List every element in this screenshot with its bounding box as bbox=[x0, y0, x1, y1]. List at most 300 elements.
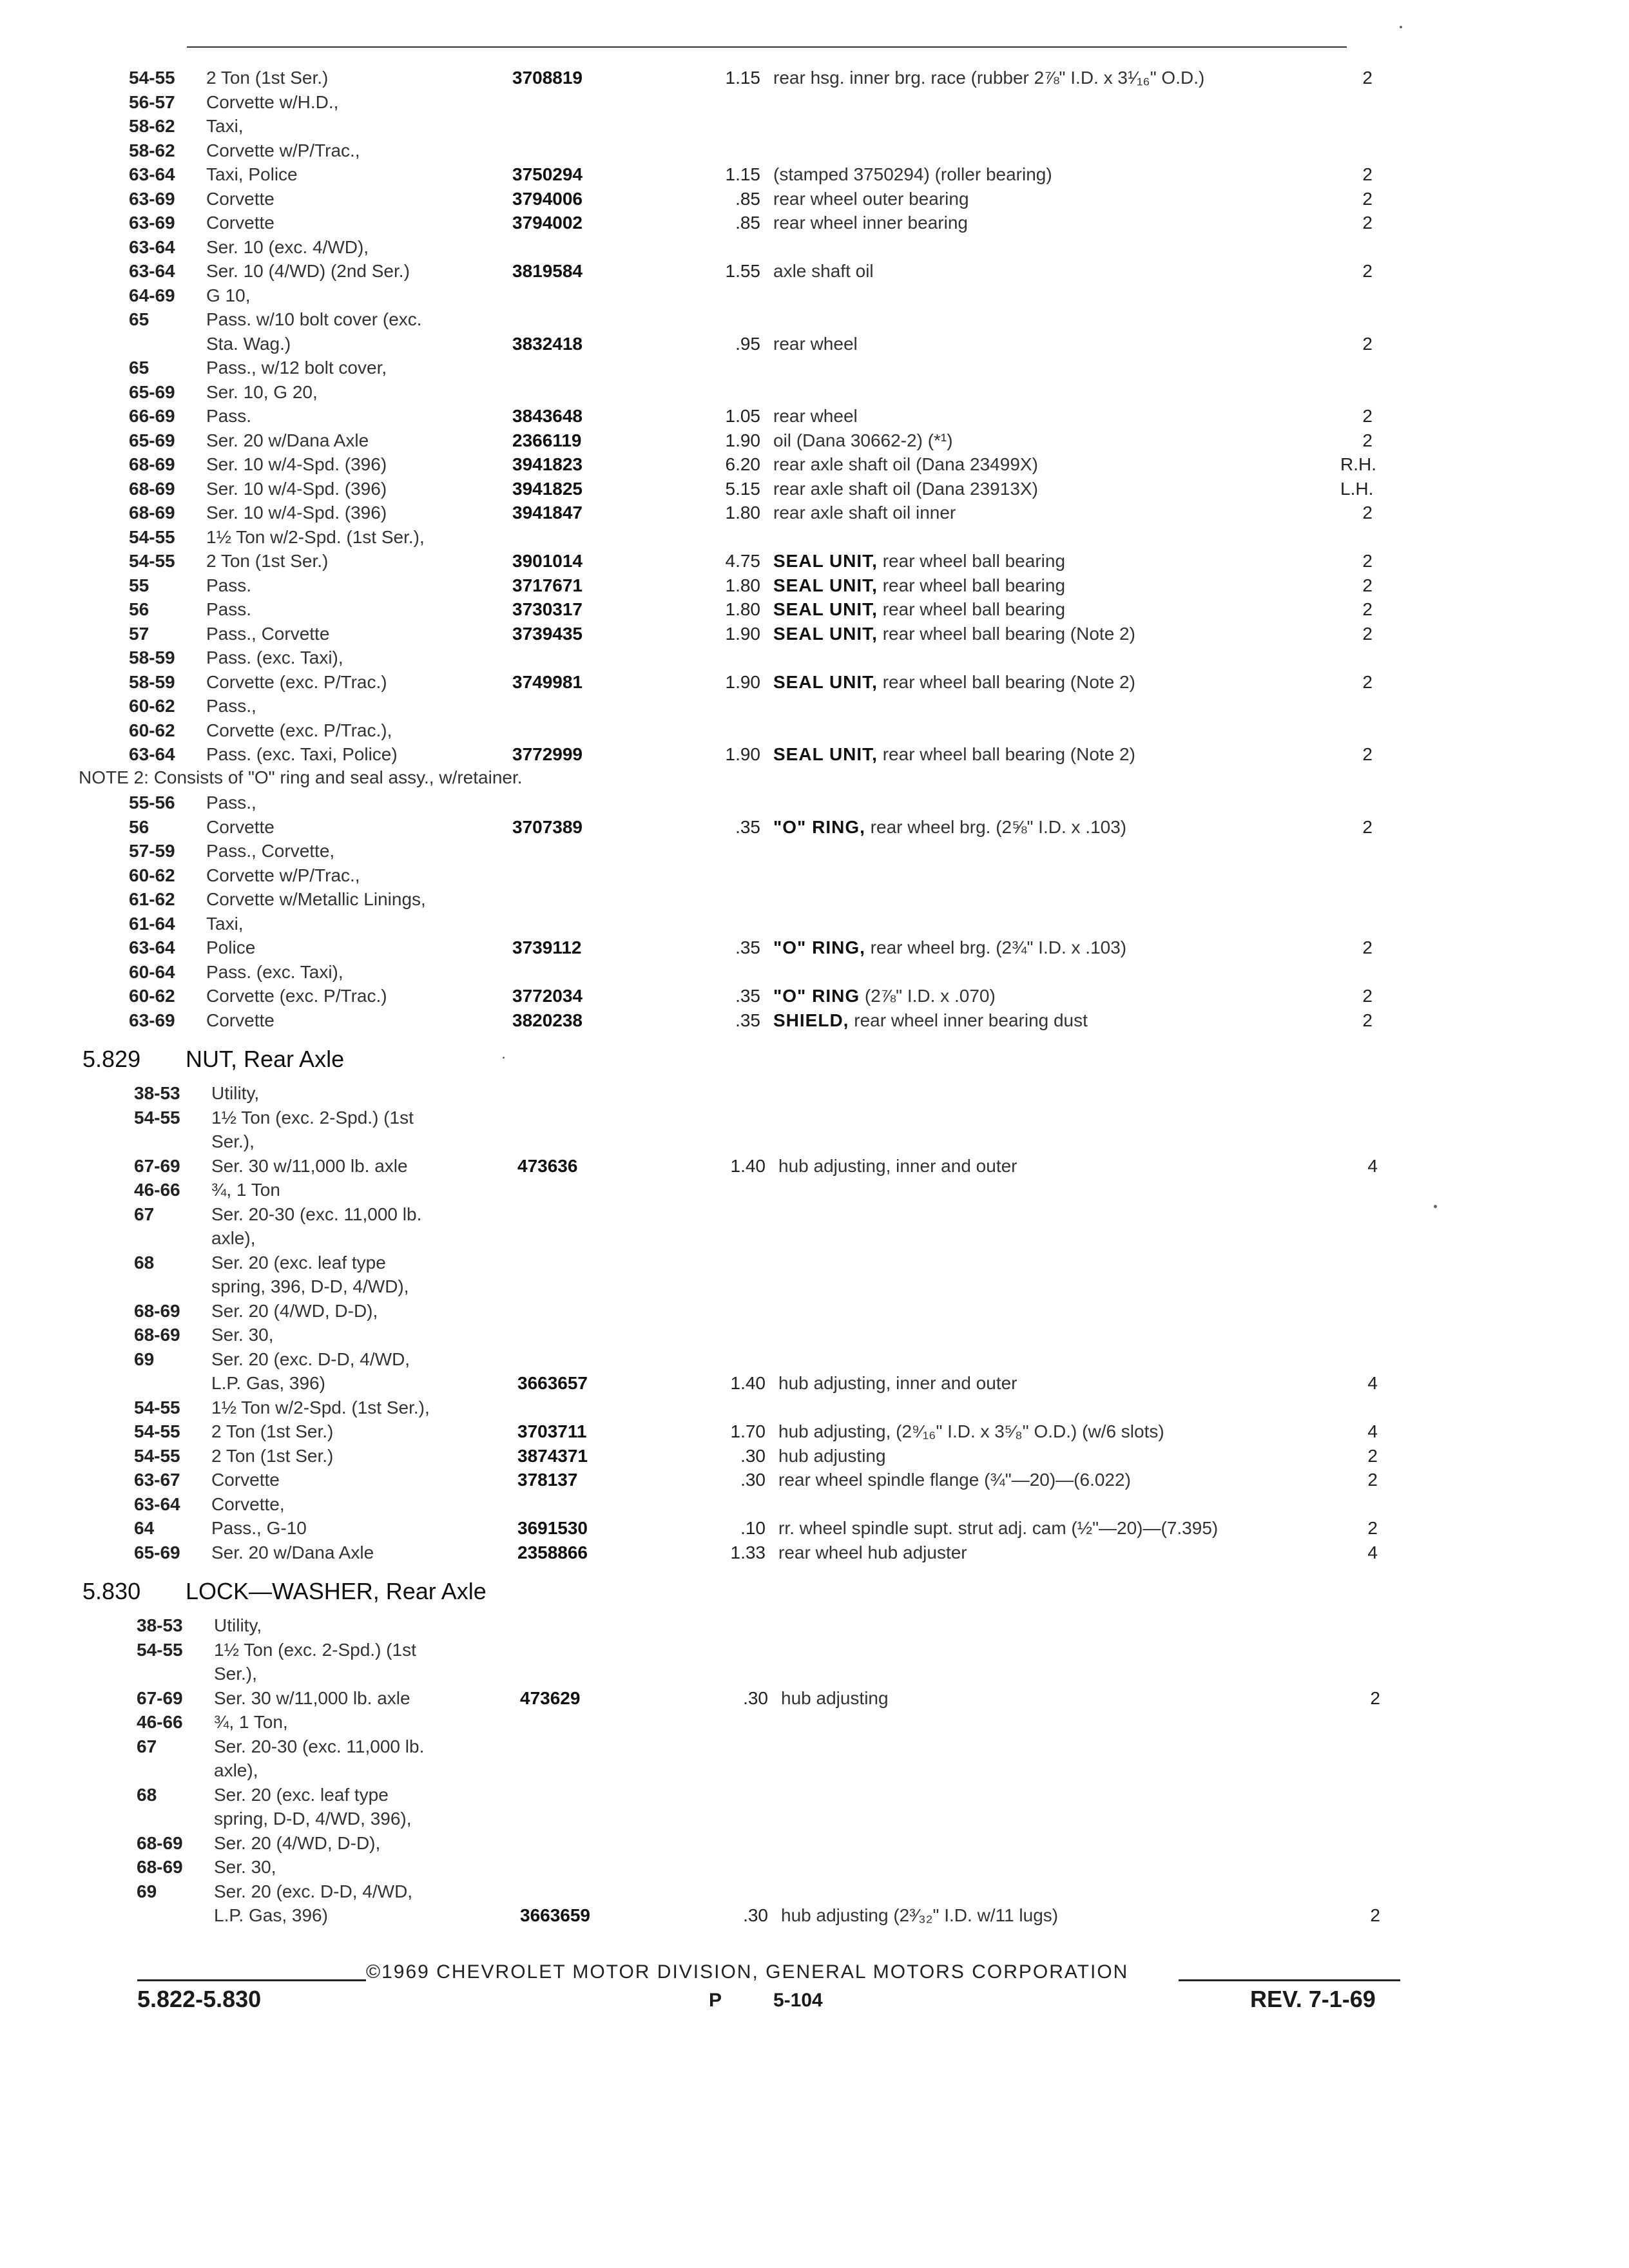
part-row bbox=[134, 1226, 1423, 1251]
application-cell: Corvette w/Metallic Linings, bbox=[206, 889, 426, 909]
footer-revision: REV. 7-1-69 bbox=[1250, 1986, 1376, 2012]
quantity-cell: 2 bbox=[1362, 671, 1373, 692]
item-detail: rear wheel brg. (2⅝" I.D. x .103) bbox=[870, 816, 1127, 837]
years-cell: 54-55 bbox=[134, 1421, 180, 1441]
item-detail: rear wheel ball bearing (Note 2) bbox=[882, 623, 1135, 644]
application-cell: Corvette (exc. P/Trac.) bbox=[206, 986, 387, 1006]
application-cell: ¾, 1 Ton, bbox=[214, 1712, 288, 1732]
years-cell: 68-69 bbox=[129, 478, 175, 499]
section-heading-nut bbox=[0, 1045, 344, 1073]
price-cell: 1.90 bbox=[725, 430, 760, 450]
years-cell: 58-59 bbox=[129, 648, 175, 668]
part-number-cell: 3691530 bbox=[517, 1518, 588, 1538]
application-cell: Pass., Corvette, bbox=[206, 841, 335, 861]
quantity-cell: 2 bbox=[1362, 333, 1373, 354]
application-cell: Pass., bbox=[206, 793, 256, 812]
item-detail: rear wheel ball bearing bbox=[882, 599, 1066, 619]
years-cell: 65-69 bbox=[129, 430, 175, 450]
part-row bbox=[134, 1492, 1423, 1517]
quantity-cell: 2 bbox=[1362, 261, 1373, 281]
years-cell: 63-69 bbox=[129, 1010, 175, 1030]
years-cell: 67-69 bbox=[134, 1155, 180, 1176]
application-cell: Ser. 20 (exc. D-D, 4/WD, bbox=[214, 1881, 413, 1901]
quantity-cell: 2 bbox=[1362, 164, 1373, 184]
quantity-cell: 2 bbox=[1367, 1445, 1378, 1466]
years-cell: 64-69 bbox=[129, 285, 175, 305]
part-number-cell: 3663657 bbox=[517, 1373, 588, 1393]
years-cell: 68-69 bbox=[137, 1857, 183, 1877]
price-cell: 1.40 bbox=[730, 1155, 766, 1176]
years-cell: 54-55 bbox=[134, 1397, 180, 1418]
price-cell: 1.80 bbox=[725, 599, 760, 619]
part-row bbox=[129, 742, 1418, 767]
application-cell: Corvette bbox=[206, 213, 275, 233]
quantity-cell: 2 bbox=[1362, 430, 1373, 450]
quantity-cell: 2 bbox=[1370, 1687, 1380, 1708]
part-number-cell: 3794002 bbox=[512, 213, 583, 233]
quantity-cell: 2 bbox=[1362, 599, 1373, 619]
years-cell: 63-64 bbox=[129, 164, 175, 184]
scan-speck bbox=[1400, 26, 1402, 28]
application-cell: Ser. 30 w/11,000 lb. axle bbox=[211, 1155, 408, 1176]
years-cell: 58-59 bbox=[129, 671, 175, 692]
part-row bbox=[129, 863, 1418, 888]
section-number: 5.829 bbox=[82, 1046, 141, 1072]
quantity-cell: 2 bbox=[1367, 1518, 1378, 1538]
years-cell: 65-69 bbox=[134, 1542, 180, 1562]
part-row bbox=[137, 1879, 1425, 1904]
quantity-cell: 2 bbox=[1367, 1470, 1378, 1490]
application-cell: Ser. 20 (4/WD, D-D), bbox=[214, 1832, 381, 1853]
description-cell: rear axle shaft oil (Dana 23499X) bbox=[773, 454, 1038, 474]
years-cell: 63-64 bbox=[129, 744, 175, 764]
years-cell: 56 bbox=[129, 816, 149, 837]
price-cell: 1.15 bbox=[725, 164, 760, 184]
price-cell: 5.15 bbox=[725, 478, 760, 499]
part-row bbox=[134, 1106, 1423, 1130]
application-cell: Pass. (exc. Taxi), bbox=[206, 648, 343, 668]
part-row bbox=[129, 380, 1418, 405]
part-number-cell: 3739435 bbox=[512, 623, 583, 644]
years-cell: 60-62 bbox=[129, 696, 175, 716]
application-cell: Ser. 10 (exc. 4/WD), bbox=[206, 236, 369, 257]
description-cell bbox=[773, 936, 1495, 960]
part-row bbox=[129, 573, 1418, 598]
item-detail: rear wheel ball bearing bbox=[882, 551, 1066, 571]
application-cell: Pass. (exc. Taxi), bbox=[206, 961, 343, 982]
years-cell: 54-55 bbox=[129, 526, 175, 547]
years-cell: 67 bbox=[137, 1736, 157, 1756]
part-row bbox=[129, 791, 1418, 815]
part-row bbox=[137, 1735, 1425, 1759]
application-cell: Ser. 20 w/Dana Axle bbox=[211, 1542, 374, 1562]
years-cell: 60-64 bbox=[129, 961, 175, 982]
part-number-cell: 3843648 bbox=[512, 406, 583, 426]
years-cell: 56 bbox=[129, 599, 149, 619]
parts-list-continued bbox=[129, 66, 1418, 767]
part-row bbox=[137, 1903, 1425, 1928]
part-row bbox=[137, 1686, 1425, 1711]
part-row bbox=[137, 1613, 1425, 1638]
item-detail: rear wheel ball bearing (Note 2) bbox=[882, 671, 1135, 692]
application-cell: 1½ Ton (exc. 2-Spd.) (1st bbox=[211, 1107, 414, 1128]
part-row bbox=[137, 1662, 1425, 1686]
years-cell: 61-64 bbox=[129, 913, 175, 934]
part-row bbox=[134, 1396, 1423, 1420]
quantity-cell: 2 bbox=[1362, 1010, 1373, 1030]
description-cell: rear axle shaft oil (Dana 23913X) bbox=[773, 478, 1038, 499]
application-cell: Ser. 20-30 (exc. 11,000 lb. bbox=[211, 1204, 422, 1224]
application-cell: Pass., w/12 bolt cover, bbox=[206, 358, 387, 378]
years-cell: 63-67 bbox=[134, 1470, 180, 1490]
application-cell: Taxi, Police bbox=[206, 164, 298, 184]
part-row bbox=[129, 1008, 1418, 1033]
quantity-cell: 2 bbox=[1362, 986, 1373, 1006]
quantity-cell: L.H. bbox=[1340, 478, 1374, 499]
part-row bbox=[129, 452, 1418, 477]
quantity-cell: 2 bbox=[1362, 503, 1373, 523]
part-row bbox=[129, 404, 1418, 428]
part-row bbox=[129, 162, 1418, 187]
application-cell: Corvette w/P/Trac., bbox=[206, 865, 360, 885]
scan-speck bbox=[503, 1057, 505, 1059]
price-cell: .30 bbox=[743, 1905, 768, 1925]
description-cell bbox=[773, 622, 1495, 646]
application-cell: Corvette bbox=[206, 816, 275, 837]
quantity-cell: R.H. bbox=[1340, 454, 1376, 474]
part-row bbox=[129, 356, 1418, 380]
price-cell: 1.80 bbox=[725, 575, 760, 595]
item-name: "O" RING, bbox=[773, 816, 865, 837]
part-row bbox=[134, 1516, 1423, 1541]
application-cell: Ser. 20 w/Dana Axle bbox=[206, 430, 369, 450]
quantity-cell: 2 bbox=[1362, 213, 1373, 233]
years-cell: 54-55 bbox=[137, 1639, 183, 1660]
application-cell: 1½ Ton (exc. 2-Spd.) (1st bbox=[214, 1639, 416, 1660]
years-cell: 64 bbox=[134, 1518, 155, 1538]
part-row bbox=[129, 815, 1418, 840]
application-cell: Pass. (exc. Taxi, Police) bbox=[206, 744, 398, 764]
description-cell: rr. wheel spindle supt. strut adj. cam (½"—20)—(7.395) bbox=[778, 1518, 1219, 1538]
part-row bbox=[129, 525, 1418, 550]
price-cell: 4.75 bbox=[725, 551, 760, 571]
part-row bbox=[134, 1419, 1423, 1444]
price-cell: 1.33 bbox=[730, 1542, 766, 1562]
nut-parts-list bbox=[134, 1081, 1423, 1564]
years-cell: 63-64 bbox=[129, 236, 175, 257]
years-cell: 67 bbox=[134, 1204, 155, 1224]
item-name: "O" RING, bbox=[773, 937, 865, 957]
description-cell: rear wheel inner bearing bbox=[773, 213, 968, 233]
quantity-cell: 2 bbox=[1362, 68, 1373, 88]
part-number-cell: 2366119 bbox=[512, 430, 582, 450]
description-cell: rear axle shaft oil inner bbox=[773, 503, 956, 523]
years-cell: 57-59 bbox=[129, 841, 175, 861]
part-number-cell: 3941847 bbox=[512, 503, 583, 523]
application-cell: Corvette w/H.D., bbox=[206, 91, 339, 112]
description-cell bbox=[773, 984, 1495, 1008]
item-detail: rear wheel ball bearing (Note 2) bbox=[882, 744, 1135, 764]
description-cell bbox=[773, 670, 1495, 695]
application-cell: Pass. bbox=[206, 406, 252, 426]
description-cell: hub adjusting (2³⁄₃₂" I.D. w/11 lugs) bbox=[781, 1905, 1059, 1925]
part-number-cell: 3820238 bbox=[512, 1010, 583, 1030]
part-row bbox=[129, 670, 1418, 695]
part-row bbox=[129, 839, 1418, 863]
item-name: SEAL UNIT, bbox=[773, 623, 878, 644]
part-row bbox=[137, 1831, 1425, 1856]
part-row bbox=[134, 1178, 1423, 1202]
application-cell: G 10, bbox=[206, 285, 251, 305]
years-cell: 69 bbox=[137, 1881, 157, 1901]
item-name: SEAL UNIT, bbox=[773, 671, 878, 692]
application-cell: Ser. 10, G 20, bbox=[206, 381, 318, 402]
application-cell: Ser. 10 w/4-Spd. (396) bbox=[206, 503, 387, 523]
part-row bbox=[129, 284, 1418, 308]
application-cell: L.P. Gas, 396) bbox=[214, 1905, 328, 1925]
application-cell: Pass. w/10 bolt cover (exc. bbox=[206, 309, 422, 329]
years-cell: 63-64 bbox=[129, 937, 175, 957]
application-cell: Pass. bbox=[206, 575, 252, 595]
description-cell: hub adjusting, inner and outer bbox=[778, 1373, 1017, 1393]
part-row bbox=[129, 477, 1418, 501]
part-number-cell: 2358866 bbox=[517, 1542, 588, 1562]
price-cell: 1.70 bbox=[730, 1421, 766, 1441]
years-cell: 60-62 bbox=[129, 986, 175, 1006]
application-cell: Ser. 10 w/4-Spd. (396) bbox=[206, 454, 387, 474]
price-cell: 6.20 bbox=[725, 454, 760, 474]
years-cell: 66-69 bbox=[129, 406, 175, 426]
part-number-cell: 3772999 bbox=[512, 744, 583, 764]
years-cell: 46-66 bbox=[134, 1180, 180, 1200]
years-cell: 68 bbox=[134, 1252, 155, 1273]
part-number-cell: 3772034 bbox=[512, 986, 583, 1006]
price-cell: .30 bbox=[740, 1470, 766, 1490]
part-row bbox=[137, 1807, 1425, 1831]
quantity-cell: 2 bbox=[1362, 188, 1373, 209]
years-cell: 38-53 bbox=[134, 1083, 180, 1103]
part-row bbox=[129, 622, 1418, 646]
application-cell: 2 Ton (1st Ser.) bbox=[211, 1445, 334, 1466]
years-cell: 63-64 bbox=[129, 261, 175, 281]
application-cell: Corvette bbox=[206, 1010, 275, 1030]
part-row bbox=[129, 936, 1418, 960]
section-heading-lock-washer bbox=[0, 1577, 487, 1606]
application-cell: Ser. 20 (4/WD, D-D), bbox=[211, 1300, 378, 1321]
part-number-cell: 3750294 bbox=[512, 164, 583, 184]
quantity-cell: 2 bbox=[1362, 575, 1373, 595]
years-cell: 68-69 bbox=[134, 1300, 180, 1321]
price-cell: .10 bbox=[740, 1518, 766, 1538]
part-number-cell: 3717671 bbox=[512, 575, 583, 595]
part-row bbox=[129, 235, 1418, 260]
quantity-cell: 2 bbox=[1362, 551, 1373, 571]
part-row bbox=[137, 1710, 1425, 1735]
part-row bbox=[137, 1783, 1425, 1807]
part-row bbox=[137, 1638, 1425, 1662]
scan-speck bbox=[1434, 1205, 1437, 1208]
price-cell: 1.55 bbox=[725, 261, 760, 281]
price-cell: 1.15 bbox=[725, 68, 760, 88]
years-cell: 56-57 bbox=[129, 91, 175, 112]
quantity-cell: 2 bbox=[1362, 406, 1373, 426]
price-cell: .85 bbox=[735, 213, 760, 233]
o-ring-list bbox=[129, 791, 1418, 1032]
quantity-cell: 4 bbox=[1367, 1542, 1378, 1562]
application-cell: L.P. Gas, 396) bbox=[211, 1373, 325, 1393]
years-cell: 54-55 bbox=[129, 68, 175, 88]
description-cell bbox=[773, 742, 1495, 767]
footer-page-number: 5-104 bbox=[773, 1990, 823, 2011]
part-row bbox=[134, 1468, 1423, 1492]
years-cell: 58-62 bbox=[129, 116, 175, 136]
part-number-cell: 3739112 bbox=[512, 937, 582, 957]
item-name: SEAL UNIT, bbox=[773, 744, 878, 764]
price-cell: .95 bbox=[735, 333, 760, 354]
price-cell: .85 bbox=[735, 188, 760, 209]
application-cell: 2 Ton (1st Ser.) bbox=[206, 68, 329, 88]
part-row bbox=[129, 694, 1418, 718]
part-row bbox=[134, 1251, 1423, 1275]
description-cell: rear wheel outer bearing bbox=[773, 188, 969, 209]
price-cell: 1.80 bbox=[725, 503, 760, 523]
part-row bbox=[134, 1541, 1423, 1565]
years-cell: 68-69 bbox=[129, 503, 175, 523]
years-cell: 57 bbox=[129, 623, 149, 644]
part-row bbox=[134, 1371, 1423, 1396]
application-cell: Sta. Wag.) bbox=[206, 333, 291, 354]
application-cell: 1½ Ton w/2-Spd. (1st Ser.), bbox=[206, 526, 425, 547]
description-cell: axle shaft oil bbox=[773, 261, 874, 281]
section-title: NUT, Rear Axle bbox=[186, 1046, 345, 1072]
price-cell: 1.90 bbox=[725, 623, 760, 644]
years-cell: 63-69 bbox=[129, 188, 175, 209]
part-row bbox=[129, 66, 1418, 90]
description-cell: rear wheel bbox=[773, 406, 858, 426]
price-cell: 1.05 bbox=[725, 406, 760, 426]
years-cell: 61-62 bbox=[129, 889, 175, 909]
application-cell: Utility, bbox=[211, 1083, 260, 1103]
application-cell: spring, D-D, 4/WD, 396), bbox=[214, 1809, 412, 1829]
part-row bbox=[129, 259, 1418, 284]
part-row bbox=[129, 428, 1418, 453]
part-row bbox=[129, 912, 1418, 936]
part-row bbox=[134, 1081, 1423, 1106]
footer-rule-left bbox=[137, 1979, 366, 1981]
part-row bbox=[129, 549, 1418, 573]
description-cell: hub adjusting bbox=[778, 1445, 886, 1466]
application-cell: Ser. 20 (exc. leaf type bbox=[211, 1252, 386, 1273]
years-cell: 54-55 bbox=[134, 1107, 180, 1128]
years-cell: 54-55 bbox=[134, 1445, 180, 1466]
part-row bbox=[134, 1129, 1423, 1154]
application-cell: ¾, 1 Ton bbox=[211, 1180, 280, 1200]
years-cell: 60-62 bbox=[129, 720, 175, 740]
part-row bbox=[129, 597, 1418, 622]
quantity-cell: 2 bbox=[1370, 1905, 1380, 1925]
part-row bbox=[137, 1855, 1425, 1879]
part-number-cell: 3707389 bbox=[512, 816, 583, 837]
part-number-cell: 3708819 bbox=[512, 68, 583, 88]
quantity-cell: 2 bbox=[1362, 623, 1373, 644]
description-cell bbox=[773, 573, 1495, 598]
years-cell: 68-69 bbox=[134, 1325, 180, 1345]
years-cell: 65 bbox=[129, 309, 149, 329]
description-cell: hub adjusting bbox=[781, 1687, 889, 1708]
part-row bbox=[129, 718, 1418, 743]
years-cell: 67-69 bbox=[137, 1687, 183, 1708]
quantity-cell: 4 bbox=[1367, 1373, 1378, 1393]
top-rule bbox=[187, 46, 1347, 48]
price-cell: .35 bbox=[735, 937, 760, 957]
years-cell: 58-62 bbox=[129, 140, 175, 160]
part-number-cell: 3941823 bbox=[512, 454, 583, 474]
application-cell: Ser. 20 (exc. D-D, 4/WD, bbox=[211, 1349, 410, 1369]
application-cell: Ser.), bbox=[211, 1131, 255, 1151]
quantity-cell: 4 bbox=[1367, 1421, 1378, 1441]
quantity-cell: 2 bbox=[1362, 816, 1373, 837]
application-cell: Ser. 30, bbox=[214, 1857, 276, 1877]
years-cell: 65-69 bbox=[129, 381, 175, 402]
part-number-cell: 3901014 bbox=[512, 551, 583, 571]
part-number-cell: 3703711 bbox=[517, 1421, 587, 1441]
part-row bbox=[134, 1347, 1423, 1372]
part-number-cell: 473629 bbox=[520, 1687, 581, 1708]
application-cell: Ser. 10 (4/WD) (2nd Ser.) bbox=[206, 261, 410, 281]
years-cell: 38-53 bbox=[137, 1615, 183, 1635]
application-cell: Taxi, bbox=[206, 913, 244, 934]
item-detail: rear wheel inner bearing dust bbox=[854, 1010, 1088, 1030]
years-cell: 55 bbox=[129, 575, 149, 595]
price-cell: 1.90 bbox=[725, 744, 760, 764]
part-row bbox=[129, 984, 1418, 1008]
part-row bbox=[134, 1274, 1423, 1299]
quantity-cell: 4 bbox=[1367, 1155, 1378, 1176]
part-row bbox=[129, 887, 1418, 912]
application-cell: Pass. bbox=[206, 599, 252, 619]
years-cell: 63-69 bbox=[129, 213, 175, 233]
application-cell: Ser. 20-30 (exc. 11,000 lb. bbox=[214, 1736, 425, 1756]
application-cell: Corvette (exc. P/Trac.) bbox=[206, 671, 387, 692]
years-cell: 68 bbox=[137, 1784, 157, 1805]
years-cell: 68-69 bbox=[137, 1832, 183, 1853]
part-number-cell: 3832418 bbox=[512, 333, 583, 354]
part-row bbox=[129, 211, 1418, 235]
part-row bbox=[134, 1299, 1423, 1323]
price-cell: .30 bbox=[740, 1445, 766, 1466]
years-cell: 60-62 bbox=[129, 865, 175, 885]
item-name: SHIELD, bbox=[773, 1010, 849, 1030]
part-row bbox=[134, 1202, 1423, 1227]
part-row bbox=[129, 187, 1418, 211]
application-cell: Ser.), bbox=[214, 1664, 257, 1684]
part-number-cell: 3874371 bbox=[517, 1445, 588, 1466]
description-cell: rear wheel bbox=[773, 333, 858, 354]
application-cell: Police bbox=[206, 937, 256, 957]
part-row bbox=[129, 332, 1418, 356]
price-cell: 1.90 bbox=[725, 671, 760, 692]
application-cell: 2 Ton (1st Ser.) bbox=[211, 1421, 334, 1441]
application-cell: Taxi, bbox=[206, 116, 244, 136]
years-cell: 68-69 bbox=[129, 454, 175, 474]
part-number-cell: 3749981 bbox=[512, 671, 583, 692]
price-cell: .35 bbox=[735, 1010, 760, 1030]
application-cell: Pass., G-10 bbox=[211, 1518, 307, 1538]
application-cell: Corvette (exc. P/Trac.), bbox=[206, 720, 392, 740]
years-cell: 69 bbox=[134, 1349, 155, 1369]
application-cell: Ser. 30 w/11,000 lb. axle bbox=[214, 1687, 410, 1708]
part-row bbox=[129, 114, 1418, 139]
